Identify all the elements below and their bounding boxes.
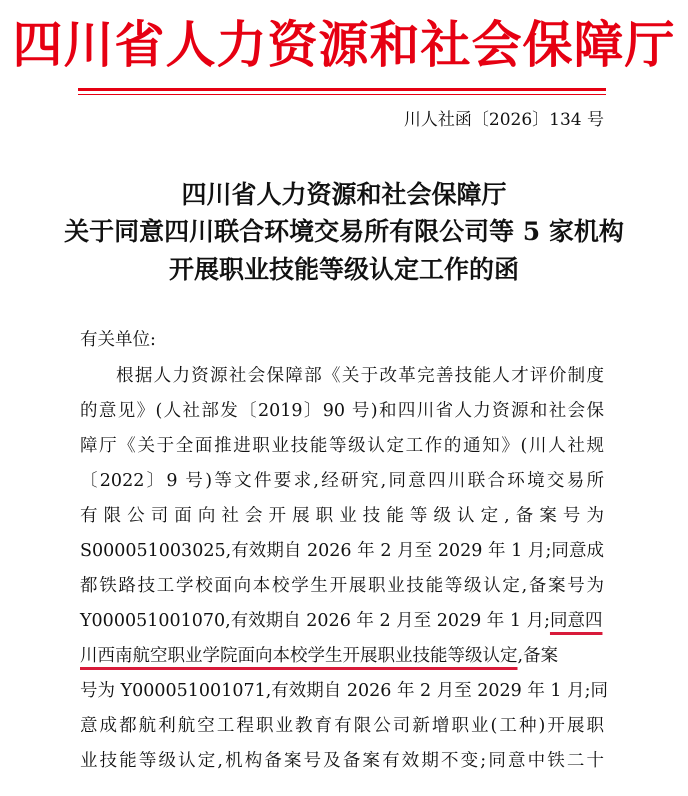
body-line: 号为 Y000051001071,有效期自 2026 年 2 月至 2029 年 1 月;同	[80, 681, 609, 701]
agency-masthead: 四川省人力资源和社会保障厅	[12, 15, 676, 74]
body-line: 〔2022〕9 号)等文件要求,经研究,同意四川联合环境交易所	[80, 471, 604, 491]
highlighted-text: 川西南航空职业学院面向本校学生开展职业技能等级认定	[80, 646, 518, 666]
salutation: 有关单位:	[80, 330, 156, 350]
body-line	[80, 644, 604, 669]
body-line: 都铁路技工学校面向本校学生开展职业技能等级认定,备案号为	[80, 576, 604, 596]
doc-title-line-1: 四川省人力资源和社会保障厅	[181, 180, 507, 209]
body-line: 的意见》(人社部发〔2019〕90 号)和四川省人力资源和社会保	[80, 401, 604, 421]
body-line: 业技能等级认定,机构备案号及备案有效期不变;同意中铁二十	[80, 751, 604, 771]
masthead-rule-thick	[78, 88, 606, 91]
body-line: 障厅《关于全面推进职业技能等级认定工作的通知》(川人社规	[80, 436, 604, 456]
body-line: 有限公司面向社会开展职业技能等级认定,备案号为	[80, 506, 604, 526]
body-line: 意成都航利航空工程职业教育有限公司新增职业(工种)开展职	[80, 716, 604, 736]
masthead-rule-thin	[78, 94, 606, 95]
body-line-text: ,备案	[517, 646, 559, 666]
body-line: 根据人力资源社会保障部《关于改革完善技能人才评价制度	[116, 366, 604, 386]
body-line: S000051003025,有效期自 2026 年 2 月至 2029 年 1 月;同意成	[80, 541, 604, 561]
doc-title-line-2: 关于同意四川联合环境交易所有限公司等 5 家机构	[64, 217, 624, 246]
body-line	[80, 609, 604, 634]
document-number: 川人社函〔2026〕134 号	[403, 110, 604, 130]
doc-title-line-3: 开展职业技能等级认定工作的函	[168, 255, 519, 284]
highlighted-text: 同意四	[549, 611, 603, 631]
body-line-text: Y000051001070,有效期自 2026 年 2 月至 2029 年 1 月;	[80, 611, 550, 631]
